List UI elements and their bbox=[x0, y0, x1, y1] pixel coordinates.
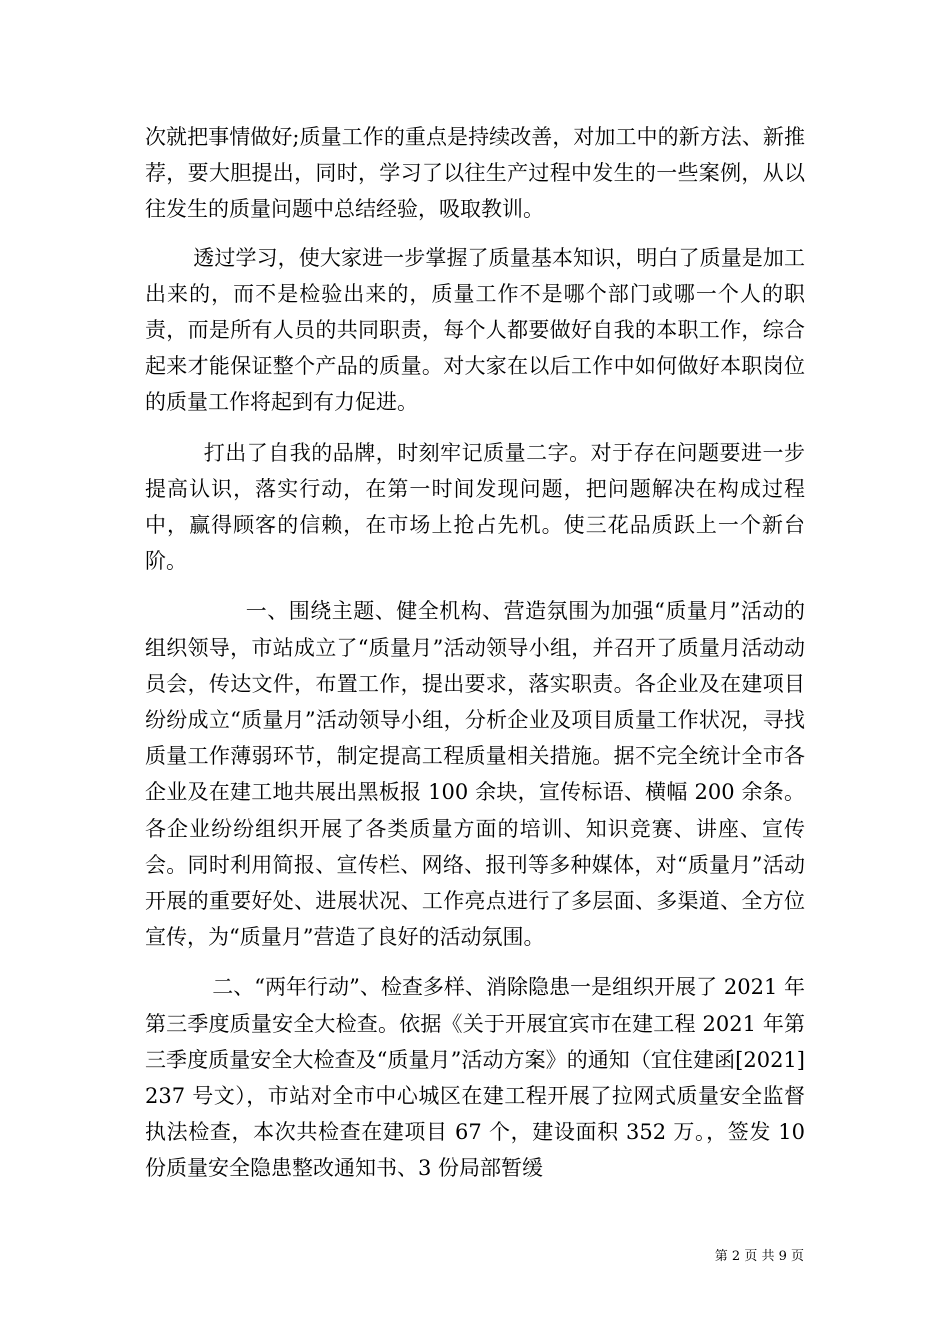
paragraph-2: 透过学习，使大家进一步掌握了质量基本知识，明白了质量是加工出来的，而不是检验出来的，质量工作不是哪个部门或哪一个人的职责，而是所有人员的共同职责，每个人都要做好自我的本职工作，综合起来才能保证整个产品的质量。对大家在以后工作中如何做好本职岗位的质量工作将起到有力促进。 bbox=[145, 245, 805, 415]
page-number: 第 2 页 共 9 页 bbox=[714, 1249, 804, 1264]
paragraph-4: 一、围绕主题、健全机构、营造氛围为加强“质量月”活动的组织领导，市站成立了“质量月”活动领导小组，并召开了质量月活动动员会，传达文件，布置工作，提出要求，落实职责。各企业及在建项目纷纷成立“质量月”活动领导小组，分析企业及项目质量工作状况，寻找质量工作薄弱环节，制定提高工程质量相关措施。据不完全统计全市各企业及在建工地共展出黑板报 100 余块，宣传标语、横幅 200 余条。各企业纷纷组织开展了各类质量方面的培训、知识竞赛、讲座、宣传会。同时利用简报、宣传栏、网络、报刊等多种媒体，对“质量月”活动开展的重要好处、进展状况、工作亮点进行了多层面、多渠道、全方位宣传，为“质量月”营造了良好的活动氛围。 bbox=[145, 599, 805, 950]
paragraph-1: 次就把事情做好;质量工作的重点是持续改善，对加工中的新方法、新推荐，要大胆提出，同时，学习了以往生产过程中发生的一些案例，从以往发生的质量问题中总结经验，吸取教训。 bbox=[145, 125, 805, 222]
paragraph-5: 二、“两年行动”、检查多样、消除隐患一是组织开展了 2021 年第三季度质量安全大检查。依据《关于开展宜宾市在建工程 2021 年第三季度质量安全大检查及“质量月”活动方案》的通知（宜住建函[2021]237 号文），市站对全市中心城区在建工程开展了拉网式质量安全监督执法检查，本次共检查在建项目 67 个，建设面积 352 万。，签发 10 份质量安全隐患整改通知书、3 份局部暂缓 bbox=[145, 975, 805, 1181]
paragraph-3: 打出了自我的品牌，时刻牢记质量二字。对于存在问题要进一步提高认识，落实行动，在第一时间发现问题，把问题解决在构成过程中，赢得顾客的信赖，在市场上抢占先机。使三花品质跃上一个新台阶。 bbox=[145, 440, 805, 574]
document-body bbox=[145, 119, 805, 1187]
